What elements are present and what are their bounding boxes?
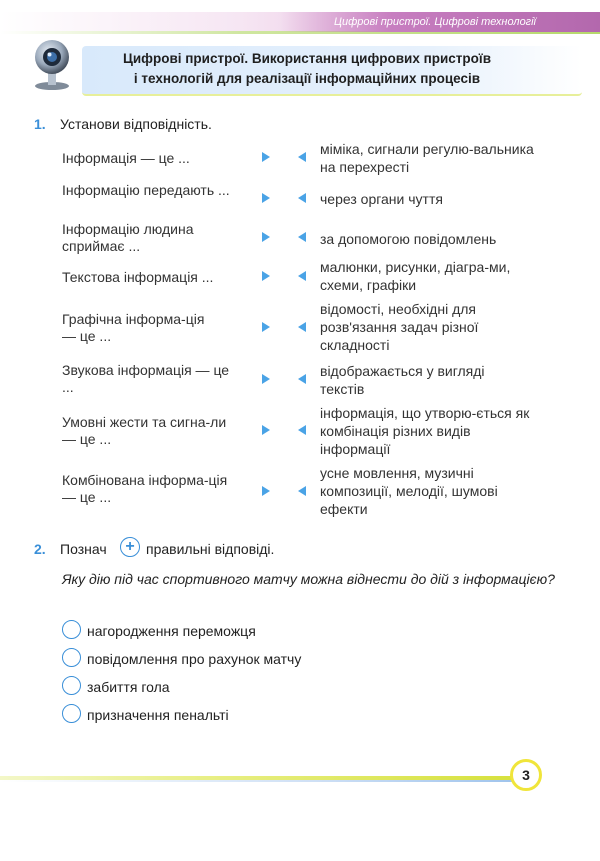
option-label: призначення пенальті xyxy=(87,707,229,723)
match-left-item: Звукова інформація — це ... xyxy=(62,362,230,395)
task1-instruction: Установи відповідність. xyxy=(60,116,212,132)
arrow-right-icon xyxy=(262,322,270,332)
task1-number: 1. xyxy=(34,116,46,132)
arrow-left-icon xyxy=(298,425,306,435)
task2-question: Яку дію під час спортивного матчу можна віднести до дій з інформацією? xyxy=(62,571,555,587)
arrow-right-icon xyxy=(262,486,270,496)
match-right-item: малюнки, рисунки, діагра-ми, схеми, графіки xyxy=(320,259,511,293)
task2-number: 2. xyxy=(34,541,46,557)
running-title: Цифрові пристрої. Цифрові технології xyxy=(280,12,600,32)
match-left-item: Графічна інформа-ція — це ... xyxy=(62,311,205,344)
option-checkbox[interactable] xyxy=(62,704,81,723)
arrow-right-icon xyxy=(262,271,270,281)
match-right-item: через органи чуття xyxy=(320,191,443,207)
option-label: повідомлення про рахунок матчу xyxy=(87,651,302,667)
arrow-right-icon xyxy=(262,374,270,384)
match-left-item: Умовні жести та сигна-ли — це ... xyxy=(62,414,227,447)
option-label: забиття гола xyxy=(87,679,170,695)
footer-line-accent xyxy=(0,780,520,782)
lesson-title-banner xyxy=(82,46,582,96)
plus-mark-icon: + xyxy=(120,537,140,557)
match-left-item: Інформація — це ... xyxy=(62,150,190,166)
option-label: нагородження переможця xyxy=(87,623,256,639)
match-right-item: за допомогою повідомлень xyxy=(320,231,497,247)
arrow-left-icon xyxy=(298,232,306,242)
arrow-right-icon xyxy=(262,193,270,203)
match-right-item: відображається у вигляді текстів xyxy=(320,363,485,397)
match-right-item: інформація, що утворю-ється як комбінація різних видів інформації xyxy=(320,405,530,457)
match-left-item: Інформацію передають ... xyxy=(62,182,230,198)
task2-instruction-end: правильні відповіді. xyxy=(146,541,275,557)
option-checkbox[interactable] xyxy=(62,620,81,639)
option-checkbox[interactable] xyxy=(62,676,81,695)
webcam-icon xyxy=(28,35,76,91)
match-left-item: Текстова інформація ... xyxy=(62,269,214,285)
lesson-title-line1: Цифрові пристрої. Використання цифрових пристроїв xyxy=(122,51,492,66)
arrow-left-icon xyxy=(298,374,306,384)
lesson-title-line2: і технологій для реалізації інформаційних процесів xyxy=(133,71,481,86)
arrow-left-icon xyxy=(298,322,306,332)
arrow-right-icon xyxy=(262,152,270,162)
arrow-left-icon xyxy=(298,486,306,496)
match-left-item: Інформацію людина сприймає ... xyxy=(62,221,194,254)
match-right-item: усне мовлення, музичні композиції, мелодії, шумові ефекти xyxy=(320,465,498,517)
match-right-item: відомості, необхідні для розв'язання задач різної складності xyxy=(320,301,479,353)
arrow-left-icon xyxy=(298,193,306,203)
page-number: 3 xyxy=(510,759,542,791)
arrow-left-icon xyxy=(298,152,306,162)
option-checkbox[interactable] xyxy=(62,648,81,667)
arrow-right-icon xyxy=(262,232,270,242)
match-left-item: Комбінована інформа-ція — це ... xyxy=(62,472,228,505)
task2-instruction-start: Познач xyxy=(60,541,107,557)
arrow-left-icon xyxy=(298,271,306,281)
arrow-right-icon xyxy=(262,425,270,435)
match-right-item: міміка, сигнали регулю-вальника на перехресті xyxy=(320,141,534,175)
